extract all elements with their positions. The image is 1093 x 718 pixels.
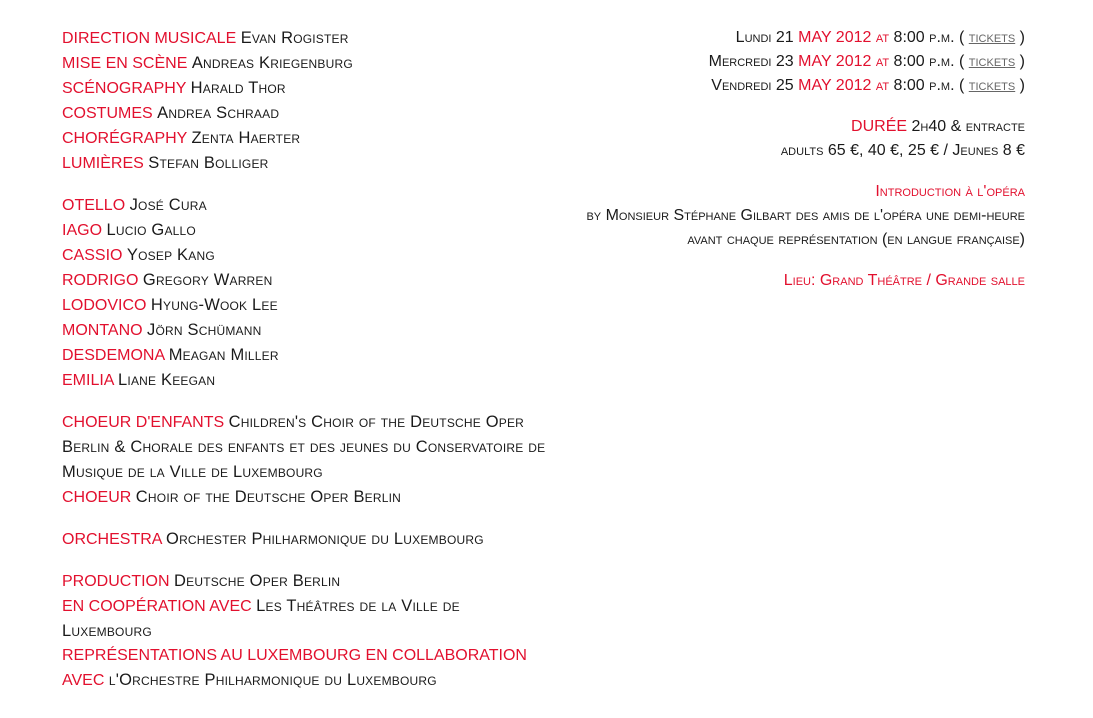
credit-line bbox=[62, 26, 552, 51]
orchestra-name: Orchester Philharmonique du Luxembourg bbox=[166, 530, 484, 548]
credit-line bbox=[62, 151, 552, 176]
credit-name: Andreas Kriegenburg bbox=[191, 54, 353, 72]
cast-name: Hyung-Wook Lee bbox=[150, 296, 278, 314]
credit-role: DIRECTION MUSICALE bbox=[62, 30, 237, 47]
cast-line bbox=[62, 268, 552, 293]
choir-role: CHOEUR D'ENFANTS bbox=[62, 414, 225, 431]
cast-line bbox=[62, 218, 552, 243]
cast-role: EMILIA bbox=[62, 372, 114, 389]
performance-at: at bbox=[875, 77, 890, 94]
orchestra-group bbox=[62, 527, 552, 552]
choir-group bbox=[62, 410, 552, 510]
performance-dates bbox=[555, 26, 1025, 98]
credit-role: MISE EN SCÈNE bbox=[62, 55, 188, 72]
performance-month: MAY 2012 bbox=[798, 29, 872, 46]
performance-line bbox=[555, 26, 1025, 50]
choir-name: Children's Choir of the Deutsche Oper Berlin & Chorale des enfants et des jeunes du Conservatoire de Musique de la Ville de Luxembourg bbox=[62, 413, 546, 481]
production-group bbox=[62, 569, 552, 693]
cast-role: DESDEMONA bbox=[62, 347, 165, 364]
performance-day: Lundi 21 bbox=[735, 29, 794, 46]
credit-role: COSTUMES bbox=[62, 105, 153, 122]
performance-ampm: p.m. bbox=[929, 53, 955, 70]
cast-line bbox=[62, 193, 552, 218]
credit-role: LUMIÈRES bbox=[62, 155, 144, 172]
credit-line bbox=[62, 51, 552, 76]
choir-line bbox=[62, 410, 552, 485]
cast-name: Yosep Kang bbox=[126, 246, 215, 264]
credit-line bbox=[62, 126, 552, 151]
performance-time: 8:00 bbox=[893, 29, 925, 46]
credit-name: Evan Rogister bbox=[240, 29, 349, 47]
cast-role: OTELLO bbox=[62, 197, 126, 214]
cast-name: Meagan Miller bbox=[168, 346, 279, 364]
performance-line bbox=[555, 50, 1025, 74]
performance-ampm: p.m. bbox=[929, 77, 955, 94]
cast-line bbox=[62, 343, 552, 368]
venue-block bbox=[555, 269, 1025, 293]
tickets-link[interactable]: tickets bbox=[968, 53, 1016, 70]
production-role: REPRÉSENTATIONS AU LUXEMBOURG EN COLLABORATION AVEC bbox=[62, 647, 527, 689]
production-role: EN COOPÉRATION AVEC bbox=[62, 598, 252, 615]
performance-at: at bbox=[875, 29, 890, 46]
orchestra-role: ORCHESTRA bbox=[62, 531, 162, 548]
cast-line bbox=[62, 368, 552, 393]
orchestra-line bbox=[62, 527, 552, 552]
cast-role: CASSIO bbox=[62, 247, 123, 264]
performance-time: 8:00 bbox=[893, 53, 925, 70]
credit-role: CHORÉGRAPHY bbox=[62, 130, 188, 147]
performance-line bbox=[555, 74, 1025, 98]
cast-name: José Cura bbox=[129, 196, 207, 214]
production-line bbox=[62, 594, 507, 644]
cast-line bbox=[62, 243, 552, 268]
cast-name: Gregory Warren bbox=[142, 271, 273, 289]
credit-name: Andrea Schraad bbox=[157, 104, 280, 122]
paren-close: ) bbox=[1019, 29, 1025, 46]
production-name: l'Orchestre Philharmonique du Luxembourg bbox=[108, 671, 437, 689]
choir-line bbox=[62, 485, 552, 510]
paren-open: ( bbox=[958, 77, 965, 94]
credit-name: Zenta Haerter bbox=[191, 129, 301, 147]
cast-group bbox=[62, 193, 552, 393]
performance-day: Mercredi 23 bbox=[708, 53, 794, 70]
performance-month: MAY 2012 bbox=[798, 77, 872, 94]
production-role: PRODUCTION bbox=[62, 573, 170, 590]
introduction-title: Introduction à l'opéra bbox=[875, 183, 1025, 200]
cast-line bbox=[62, 293, 552, 318]
performance-info-column bbox=[555, 26, 1025, 310]
cast-line bbox=[62, 318, 552, 343]
production-name: Les Théâtres de la Ville de Luxembourg bbox=[62, 597, 460, 640]
performance-day: Vendredi 25 bbox=[711, 77, 794, 94]
venue-text: Lieu: Grand Théâtre / Grande salle bbox=[783, 272, 1025, 289]
prices-line: adults 65 €, 40 €, 25 € / Jeunes 8 € bbox=[780, 142, 1025, 159]
paren-open: ( bbox=[958, 53, 965, 70]
production-name: Deutsche Oper Berlin bbox=[174, 572, 341, 590]
choir-role: CHOEUR bbox=[62, 489, 132, 506]
cast-name: Liane Keegan bbox=[118, 371, 216, 389]
cast-role: RODRIGO bbox=[62, 272, 139, 289]
production-line bbox=[62, 644, 537, 693]
credit-name: Stefan Bolliger bbox=[148, 154, 269, 172]
paren-close: ) bbox=[1019, 53, 1025, 70]
credit-role: SCÉNOGRAPHY bbox=[62, 80, 187, 97]
cast-role: MONTANO bbox=[62, 322, 143, 339]
credit-name: Harald Thor bbox=[190, 79, 286, 97]
duration-line bbox=[555, 115, 1025, 139]
credits-column bbox=[62, 26, 552, 710]
production-line bbox=[62, 569, 552, 594]
introduction-block bbox=[555, 180, 1025, 252]
duration-label: DURÉE bbox=[851, 118, 908, 135]
performance-ampm: p.m. bbox=[929, 29, 955, 46]
duration-value: 2h40 & entracte bbox=[911, 118, 1025, 135]
paren-close: ) bbox=[1019, 77, 1025, 94]
paren-open: ( bbox=[958, 29, 965, 46]
introduction-text: by Monsieur Stéphane Gilbart des amis de l'opéra une demi-heure avant chaque représentation (en langue française) bbox=[586, 207, 1025, 248]
cast-role: LODOVICO bbox=[62, 297, 147, 314]
duration-prices bbox=[555, 115, 1025, 163]
choir-name: Choir of the Deutsche Oper Berlin bbox=[135, 488, 402, 506]
cast-name: Lucio Gallo bbox=[106, 221, 196, 239]
crew-group bbox=[62, 26, 552, 176]
tickets-link[interactable]: tickets bbox=[968, 77, 1016, 94]
credit-line bbox=[62, 101, 552, 126]
performance-at: at bbox=[875, 53, 890, 70]
cast-role: IAGO bbox=[62, 222, 103, 239]
performance-time: 8:00 bbox=[893, 77, 925, 94]
tickets-link[interactable]: tickets bbox=[968, 29, 1016, 46]
cast-name: Jörn Schümann bbox=[147, 321, 262, 339]
performance-month: MAY 2012 bbox=[798, 53, 872, 70]
credit-line bbox=[62, 76, 552, 101]
